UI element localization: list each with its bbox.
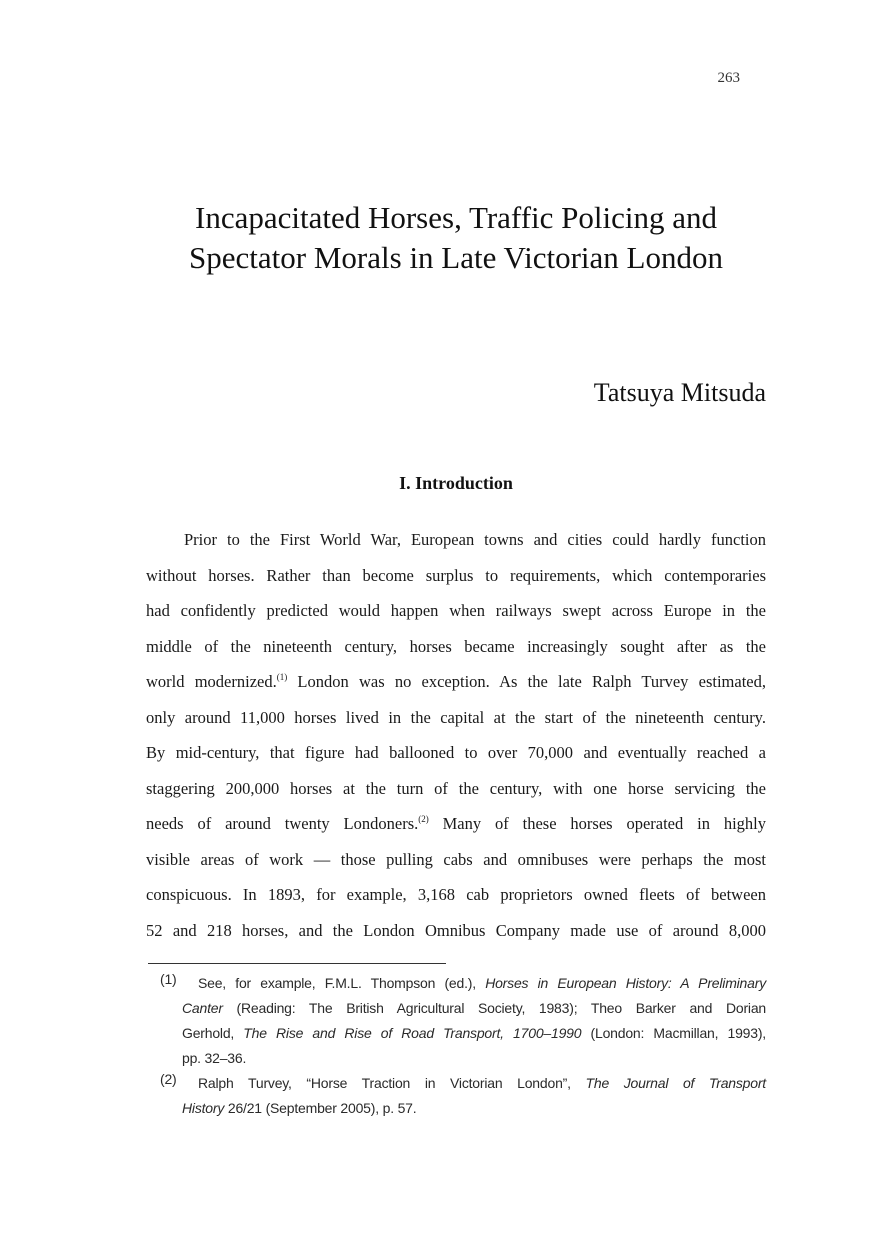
footnote-text: (Reading: The British Agricultural Society, 1983); Theo Barker and Dorian [222, 1000, 766, 1016]
body-text-span: London was no exception. As the late Ralph Turvey estimated, [287, 672, 766, 691]
body-line: conspicuous. In 1893, for example, 3,168 cab proprietors owned fleets of between [146, 885, 766, 904]
footnote-text: Gerhold, [182, 1025, 244, 1041]
page-number: 263 [717, 70, 740, 86]
body-line: without horses. Rather than become surplus to requirements, which contemporaries [146, 565, 766, 585]
body-line [146, 806, 766, 842]
title-line-1: Incapacitated Horses, Traffic Policing and [195, 200, 717, 235]
footnote-line [182, 971, 766, 996]
footnote-text: (London: Macmillan, 1993), [581, 1025, 766, 1041]
body-text-span: Many of these horses operated in highly [428, 814, 766, 833]
body-line: By mid-century, that figure had ballooned to over 70,000 and eventually reached a [146, 743, 766, 762]
footnote-line [182, 1096, 766, 1121]
footnote-line [182, 1021, 766, 1046]
footnote-title: The Journal of Transport [585, 1075, 766, 1091]
section-heading: I. Introduction [399, 473, 513, 493]
footnote-divider [148, 963, 446, 964]
author-name: Tatsuya Mitsuda [593, 378, 766, 407]
footnote-title: Canter [182, 1000, 223, 1016]
body-line: had confidently predicted would happen when railways swept across Europe in the [146, 601, 766, 620]
footnote-line [182, 1071, 766, 1096]
footnote-title: History [182, 1100, 225, 1116]
footnote-text: Ralph Turvey, “Horse Traction in Victorian London”, [198, 1075, 586, 1091]
body-text-span: needs of around twenty Londoners. [146, 814, 419, 833]
footnote-1 [160, 971, 766, 1071]
footnote-ref-2[interactable]: (2) [418, 814, 429, 824]
title-line-2: Spectator Morals in Late Victorian London [189, 240, 723, 275]
article-title [100, 198, 812, 278]
body-paragraph [146, 522, 766, 948]
body-line [146, 664, 766, 700]
body-line: visible areas of work — those pulling cabs and omnibuses were perhaps the most [146, 849, 766, 869]
footnote-line [182, 996, 766, 1021]
footnote-title: The Rise and Rise of Road Transport, 1700–1990 [243, 1025, 582, 1041]
body-line: staggering 200,000 horses at the turn of the century, with one horse servicing the [146, 778, 766, 798]
footnote-mark: (1) [160, 971, 177, 987]
footnote-text: See, for example, F.M.L. Thompson (ed.), [198, 975, 486, 991]
body-line: 52 and 218 horses, and the London Omnibus Company made use of around 8,000 [146, 920, 766, 940]
footnote-line: pp. 32–36. [182, 1050, 247, 1066]
body-text-span: world modernized. [146, 672, 277, 691]
body-line: middle of the nineteenth century, horses became increasingly sought after as the [146, 636, 766, 656]
footnote-text: 26/21 (September 2005), p. 57. [224, 1100, 417, 1116]
footnote-2 [160, 1071, 766, 1121]
footnote-mark: (2) [160, 1071, 177, 1087]
body-line: only around 11,000 horses lived in the capital at the start of the nineteenth century. [146, 707, 766, 727]
footnote-ref-1[interactable]: (1) [276, 672, 288, 682]
body-line: Prior to the First World War, European towns and cities could hardly function [184, 530, 766, 549]
footnotes [160, 971, 766, 1121]
footnote-title: Horses in European History: A Preliminary [485, 975, 766, 991]
